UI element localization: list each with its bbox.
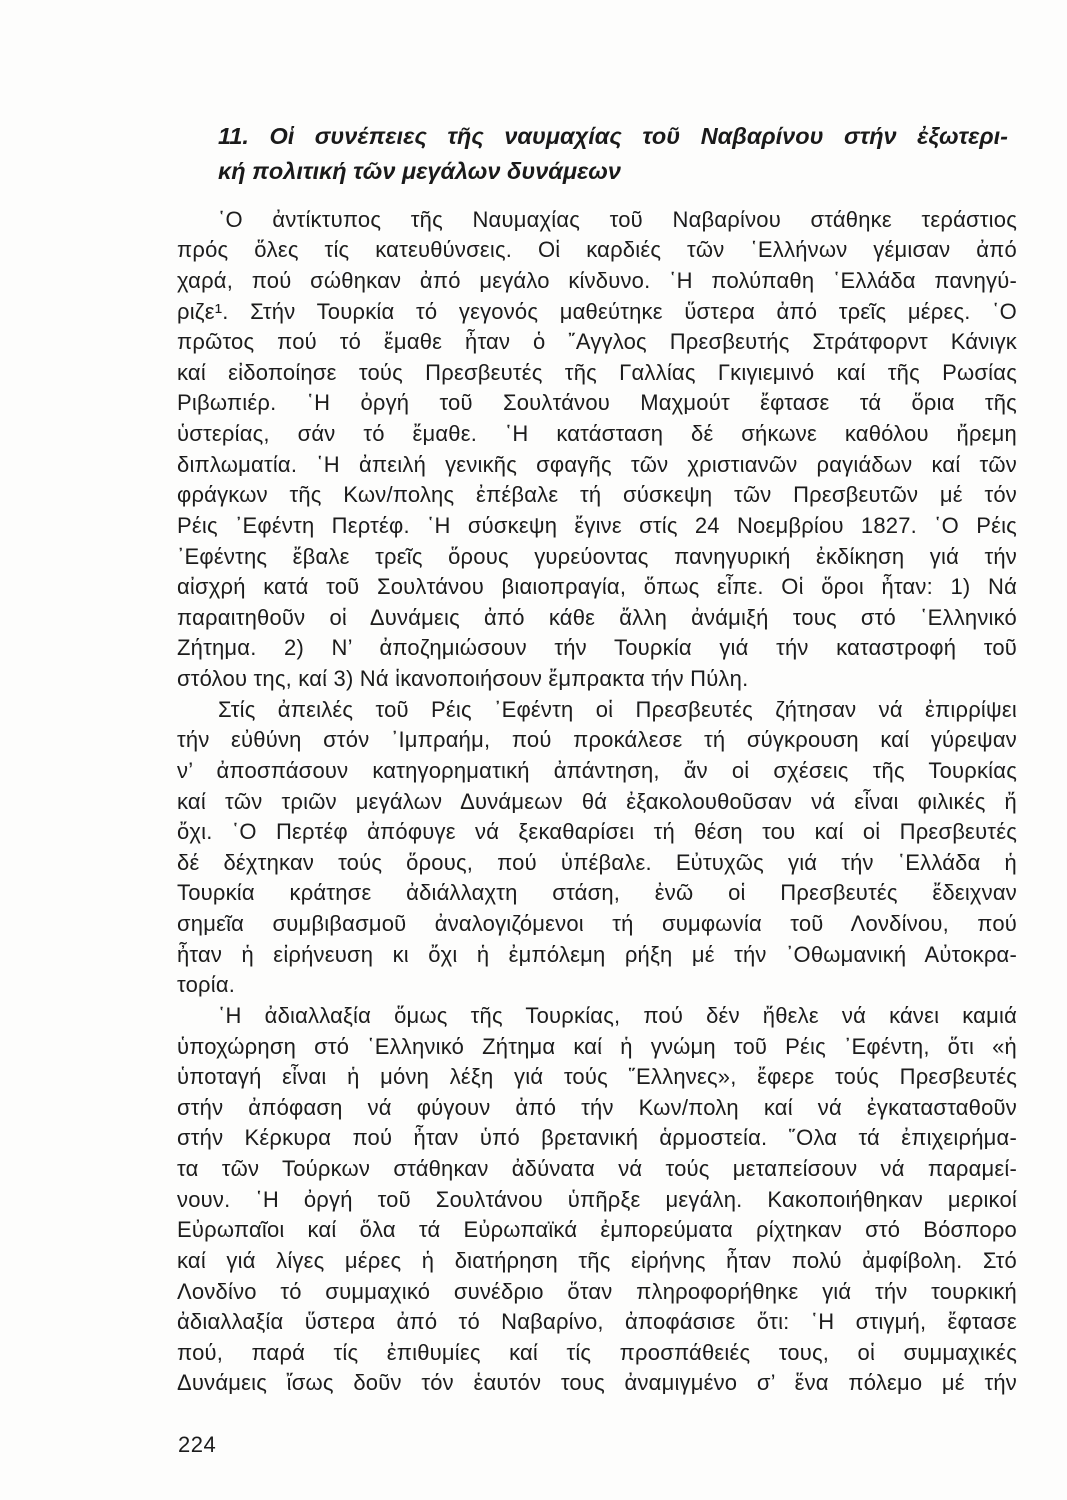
heading-line: κή πολιτική τῶν μεγάλων δυνάμεων	[218, 158, 621, 184]
text-line: πρῶτος πού τό ἔμαθε ἦταν ὁ ῎Αγγλος Πρεσβευτής Στράτφορντ Κάνιγκ	[177, 329, 1017, 355]
text-line: στήν Κέρκυρα πού ἦταν ὑπό βρετανική ἁρμοστεία. ῞Ολα τά ἐπιχειρήμα-	[177, 1125, 1017, 1151]
text-line: δέ δέχτηκαν τούς ὅρους, πού ὑπέβαλε. Εὐτυχῶς γιά τήν ῾Ελλάδα ἡ	[177, 849, 1017, 875]
text-line: ὄχι. ῾Ο Περτέφ ἀπόφυγε νά ξεκαθαρίσει τή θέση του καί οἱ Πρεσβευτές	[177, 819, 1017, 845]
text-line: στόλου της, καί 3) Νά ἱκανοποιήσουν ἔμπρακτα τήν Πύλη.	[177, 666, 749, 692]
text-line: παραιτηθοῦν οἱ Δυνάμεις ἀπό κάθε ἄλλη ἀνάμιξή τους στό ῾Ελληνικό	[177, 604, 1017, 630]
text-line: ᾿Εφέντης ἔβαλε τρεῖς ὅρους γυρεύοντας πανηγυρική ἐκδίκηση γιά τήν	[177, 543, 1017, 569]
text-line: διπλωματία. ῾Η ἀπειλή γενικῆς σφαγῆς τῶν χριστιανῶν ραγιάδων καί τῶν	[177, 451, 1017, 477]
text-line: καί γιά λίγες μέρες ἡ διατήρηση τῆς εἰρήνης ἦταν πολύ ἀμφίβολη. Στό	[177, 1247, 1017, 1273]
text-line: νουν. ῾Η ὀργή τοῦ Σουλτάνου ὑπῆρξε μεγάλη. Κακοποιήθηκαν μερικοί	[177, 1186, 1017, 1212]
text-line: ἦταν ἡ εἰρήνευση κι ὄχι ἡ ἐμπόλεμη ρήξη μέ τήν ᾿Οθωμανική Αὐτοκρα-	[177, 941, 1017, 967]
heading-line: 11. Οἱ συνέπειες τῆς ναυμαχίας τοῦ Ναβαρίνου στήν ἐξωτερι-	[218, 123, 1008, 149]
text-line: ν’ ἀποσπάσουν κατηγορηματική ἀπάντηση, ἄν οἱ σχέσεις τῆς Τουρκίας	[177, 757, 1017, 783]
text-line: ὑποχώρηση στό ῾Ελληνικό Ζήτημα καί ἡ γνώμη τοῦ Ρέις ᾿Εφέντη, ὅτι «ἡ	[177, 1033, 1017, 1059]
body-text	[177, 205, 1017, 1399]
text-line: ἀδιαλλαξία ὕστερα ἀπό τό Ναβαρίνο, ἀποφάσισε ὅτι: ῾Η στιγμή, ἔφτασε	[177, 1309, 1017, 1335]
text-line: Εὐρωπαῖοι καί ὅλα τά Εὐρωπαϊκά ἐμπορεύματα ρίχτηκαν στό Βόσπορο	[177, 1217, 1017, 1243]
text-line: ῾Ο ἀντίκτυπος τῆς Ναυμαχίας τοῦ Ναβαρίνου στάθηκε τεράστιος	[218, 206, 1017, 232]
paragraph	[177, 1001, 1017, 1399]
text-line: πρός ὅλες τίς κατευθύνσεις. Οἱ καρδιές τῶν ῾Ελλήνων γέμισαν ἀπό	[177, 237, 1017, 263]
text-line: ῾Η ἀδιαλλαξία ὅμως τῆς Τουρκίας, πού δέν ἤθελε νά κάνει καμιά	[218, 1002, 1017, 1028]
text-line: Ζήτημα. 2) Ν’ ἀποζημιώσουν τήν Τουρκία γιά τήν καταστροφή τοῦ	[177, 635, 1017, 661]
page-number: 224	[178, 1432, 217, 1457]
text-line: τορία.	[177, 972, 236, 998]
text-line: Δυνάμεις ἴσως δοῦν τόν ἑαυτόν τους ἀναμιγμένο σ’ ἕνα πόλεμο μέ τήν	[177, 1370, 1017, 1396]
paragraph	[177, 205, 1017, 695]
text-line: Λονδίνο τό συμμαχικό συνέδριο ὅταν πληροφορήθηκε γιά τήν τουρκική	[177, 1278, 1017, 1304]
text-line: αἰσχρή κατά τοῦ Σουλτάνου βιαιοπραγία, ὅπως εἶπε. Οἱ ὅροι ἦταν: 1) Νά	[177, 574, 1017, 600]
text-line: τήν εὐθύνη στόν ᾿Ιμπραήμ, πού προκάλεσε τή σύγκρουση καί γύρεψαν	[177, 727, 1017, 753]
text-line: Ρέις ᾿Εφέντη Περτέφ. ῾Η σύσκεψη ἔγινε στίς 24 Νοεμβρίου 1827. ῾Ο Ρέις	[177, 512, 1017, 538]
paragraph	[177, 695, 1017, 1001]
text-line: Ριβωπιέρ. ῾Η ὀργή τοῦ Σουλτάνου Μαχμούτ ἔφτασε τά ὅρια τῆς	[177, 390, 1017, 416]
text-line: φράγκων τῆς Κων/πολης ἐπέβαλε τή σύσκεψη τῶν Πρεσβευτῶν μέ τόν	[177, 482, 1017, 508]
text-line: ὑστερίας, σάν τό ἔμαθε. ῾Η κατάσταση δέ σήκωνε καθόλου ἤρεμη	[177, 421, 1017, 447]
text-line: Στίς ἀπειλές τοῦ Ρέις ᾿Εφέντη οἱ Πρεσβευτές ζήτησαν νά ἐπιρρίψει	[218, 696, 1017, 722]
text-line: καί τῶν τριῶν μεγάλων Δυνάμεων θά ἐξακολουθοῦσαν νά εἶναι φιλικές ἤ	[177, 788, 1017, 814]
text-line: τα τῶν Τούρκων στάθηκαν ἀδύνατα νά τούς μεταπείσουν νά παραμεί-	[177, 1156, 1017, 1182]
text-line: σημεῖα συμβιβασμοῦ ἀναλογιζόμενοι τή συμφωνία τοῦ Λονδίνου, πού	[177, 911, 1017, 937]
section-heading	[218, 119, 1008, 189]
text-line: στήν ἀπόφαση νά φύγουν ἀπό τήν Κων/πολη καί νά ἐγκατασταθοῦν	[177, 1094, 1017, 1120]
text-line: Τουρκία κράτησε ἀδιάλλαχτη στάση, ἐνῶ οἱ Πρεσβευτές ἔδειχναν	[177, 880, 1017, 906]
text-line: ὑποταγή εἶναι ἡ μόνη λέξη γιά τούς ῞Ελληνες», ἔφερε τούς Πρεσβευτές	[177, 1064, 1017, 1090]
text-line: ριζε¹. Στήν Τουρκία τό γεγονός μαθεύτηκε ὕστερα ἀπό τρεῖς μέρες. ῾Ο	[177, 298, 1017, 324]
text-line: χαρά, πού σώθηκαν ἀπό μεγάλο κίνδυνο. ῾Η πολύπαθη ῾Ελλάδα πανηγύ-	[177, 267, 1017, 293]
text-line: πού, παρά τίς ἐπιθυμίες καί τίς προσπάθειές τους, οἱ συμμαχικές	[177, 1339, 1017, 1365]
text-line: καί εἰδοποίησε τούς Πρεσβευτές τῆς Γαλλίας Γκιγιεμινό καί τῆς Ρωσίας	[177, 359, 1017, 385]
